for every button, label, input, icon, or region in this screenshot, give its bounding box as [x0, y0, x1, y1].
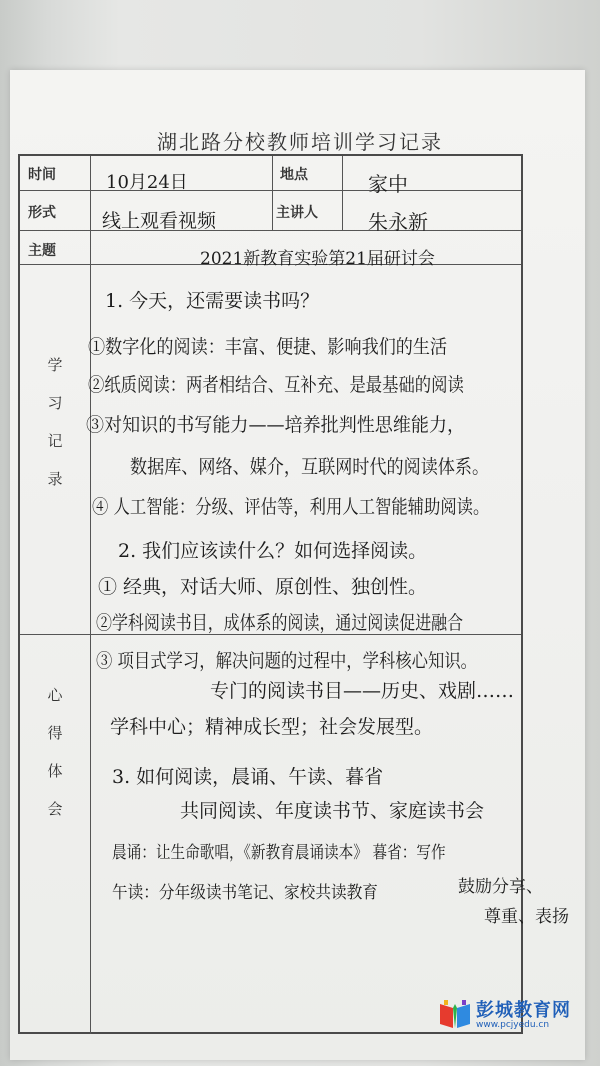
note-line: ③ 项目式学习，解决问题的过程中，学科核心知识。 [96, 650, 478, 672]
right-label-divider [342, 156, 343, 230]
watermark-logo [438, 996, 588, 1036]
note-line: 午读：分年级读书笔记、家校共读教育 [112, 883, 378, 903]
row-divider [20, 190, 521, 191]
row-divider [20, 230, 521, 231]
note-line: 2. 我们应该读什么？如何选择阅读。 [118, 540, 428, 562]
note-line: 尊重、表扬 [484, 907, 569, 927]
note-line: 专门的阅读书目——历史、戏剧…… [210, 680, 515, 702]
form-value: 线上观看视频 [102, 210, 217, 232]
document-title: 湖北路分校教师培训学习记录 [157, 130, 443, 154]
study-record-char: 习 [47, 394, 63, 412]
time-label: 时间 [28, 167, 56, 183]
study-record-char: 记 [47, 432, 63, 450]
note-line: ②纸质阅读：两者相结合、互补充、是最基础的阅读 [88, 374, 464, 396]
study-record-label [25, 346, 85, 498]
note-line: ① 经典，对话大师、原创性、独创性。 [98, 576, 428, 598]
topic-label: 主题 [28, 243, 56, 259]
middle-column-divider [272, 156, 273, 230]
reflection-char: 体 [47, 762, 63, 780]
note-line: ②学科阅读书目，成体系的阅读，通过阅读促进融合 [96, 612, 464, 634]
place-value: 家中 [368, 172, 408, 196]
form-label: 形式 [28, 205, 56, 221]
speaker-value: 朱永新 [368, 210, 428, 234]
note-line: 鼓励分享、 [458, 877, 543, 897]
reflection-char: 得 [47, 724, 63, 742]
note-line: 数据库、网络、媒介，互联网时代的阅读体系。 [130, 456, 490, 478]
note-line: ④ 人工智能：分级、评估等，利用人工智能辅助阅读。 [92, 496, 490, 518]
note-line: 晨诵：让生命歌唱，《新教育晨诵读本》 暮省：写作 [112, 843, 446, 863]
topic-value: 2021新教育实验第21届研讨会 [200, 249, 435, 269]
label-column-divider [90, 156, 91, 1034]
note-line: ①数字化的阅读：丰富、便捷、影响我们的生活 [88, 336, 448, 358]
speaker-label: 主讲人 [276, 205, 318, 221]
note-line: 3. 如何阅读，晨诵、午读、暮省 [112, 766, 384, 788]
note-line: 1. 今天，还需要读书吗？ [105, 290, 320, 312]
note-line: 学科中心；精神成长型；社会发展型。 [110, 716, 434, 738]
note-line: 共同阅读、年度读书节、家庭读书会 [180, 800, 485, 822]
time-value: 10月24日 [106, 172, 188, 193]
reflection-char: 心 [47, 686, 63, 704]
reflection-label [25, 676, 85, 828]
watermark-url: www.pcjyedu.cn [476, 1020, 550, 1030]
study-record-char: 学 [47, 356, 63, 374]
watermark-name: 彭城教育网 [476, 1000, 571, 1021]
note-line: ③对知识的书写能力——培养批判性思维能力， [86, 414, 466, 436]
study-record-char: 录 [47, 470, 63, 488]
book-logo-icon [438, 998, 472, 1030]
reflection-char: 会 [47, 800, 63, 818]
place-label: 地点 [280, 167, 308, 183]
